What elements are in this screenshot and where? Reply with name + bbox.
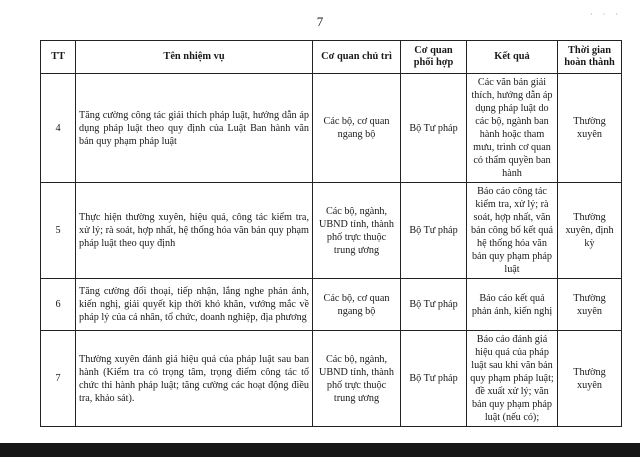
deadline: Thường xuyên, định kỳ	[558, 183, 622, 279]
table-row	[41, 331, 622, 427]
header-result: Kết quả	[467, 41, 558, 74]
header-task: Tên nhiệm vụ	[76, 41, 313, 74]
corner-marks: · · ·	[590, 10, 622, 19]
bottom-bar	[0, 443, 640, 457]
coop-agency: Bộ Tư pháp	[401, 74, 467, 183]
deadline: Thường xuyên	[558, 279, 622, 331]
header-lead-agency: Cơ quan chủ trì	[313, 41, 401, 74]
header-coop-agency: Cơ quan phối hợp	[401, 41, 467, 74]
lead-agency: Các bộ, cơ quan ngang bộ	[313, 74, 401, 183]
header-row	[41, 41, 622, 74]
table-row	[41, 74, 622, 183]
lead-agency: Các bộ, ngành, UBND tỉnh, thành phố trực thuộc trung ương	[313, 331, 401, 427]
table-row	[41, 279, 622, 331]
result: Báo cáo kết quả phản ánh, kiến nghị	[467, 279, 558, 331]
page-number: 7	[316, 14, 324, 29]
row-number: 5	[41, 183, 76, 279]
row-number: 4	[41, 74, 76, 183]
task-name: Thường xuyên đánh giá hiệu quả của pháp luật sau ban hành (Kiểm tra có trọng tâm, trọng điểm công tác tổ chức thi hành pháp luật; tăng cường các hoạt động điều tra, khảo sát).	[76, 331, 313, 427]
coop-agency: Bộ Tư pháp	[401, 183, 467, 279]
result: Báo cáo công tác kiểm tra, xử lý; rà soát, hợp nhất, văn bản công bố kết quả hệ thống hóa văn bản quy phạm pháp luật	[467, 183, 558, 279]
result: Các văn bản giải thích, hướng dẫn áp dụng pháp luật do các bộ, ngành ban hành hoặc tham mưu, trình cơ quan có thẩm quyền ban hành	[467, 74, 558, 183]
task-table	[40, 40, 622, 427]
deadline: Thường xuyên	[558, 74, 622, 183]
lead-agency: Các bộ, cơ quan ngang bộ	[313, 279, 401, 331]
header-deadline: Thời gian hoàn thành	[558, 41, 622, 74]
result: Báo cáo đánh giá hiệu quả của pháp luật sau khi văn bản quy phạm pháp luật; đề xuất xử lý; văn bản quy phạm pháp luật (nếu có);	[467, 331, 558, 427]
coop-agency: Bộ Tư pháp	[401, 331, 467, 427]
deadline: Thường xuyên	[558, 331, 622, 427]
header-tt: TT	[41, 41, 76, 74]
row-number: 7	[41, 331, 76, 427]
row-number: 6	[41, 279, 76, 331]
task-name: Tăng cường công tác giải thích pháp luật, hướng dẫn áp dụng pháp luật theo quy định của Luật Ban hành văn bản quy phạm pháp luật	[76, 74, 313, 183]
task-name: Thực hiện thường xuyên, hiệu quả, công tác kiểm tra, xử lý; rà soát, hợp nhất, hệ thống hóa văn bản quy phạm pháp luật theo quy định	[76, 183, 313, 279]
lead-agency: Các bộ, ngành, UBND tỉnh, thành phố trực thuộc trung ương	[313, 183, 401, 279]
task-name: Tăng cường đối thoại, tiếp nhận, lắng nghe phản ánh, kiến nghị, giải quyết kịp thời khó khăn, vướng mắc về pháp lý của cá nhân, tổ chức, doanh nghiệp, địa phương	[76, 279, 313, 331]
coop-agency: Bộ Tư pháp	[401, 279, 467, 331]
table-row	[41, 183, 622, 279]
